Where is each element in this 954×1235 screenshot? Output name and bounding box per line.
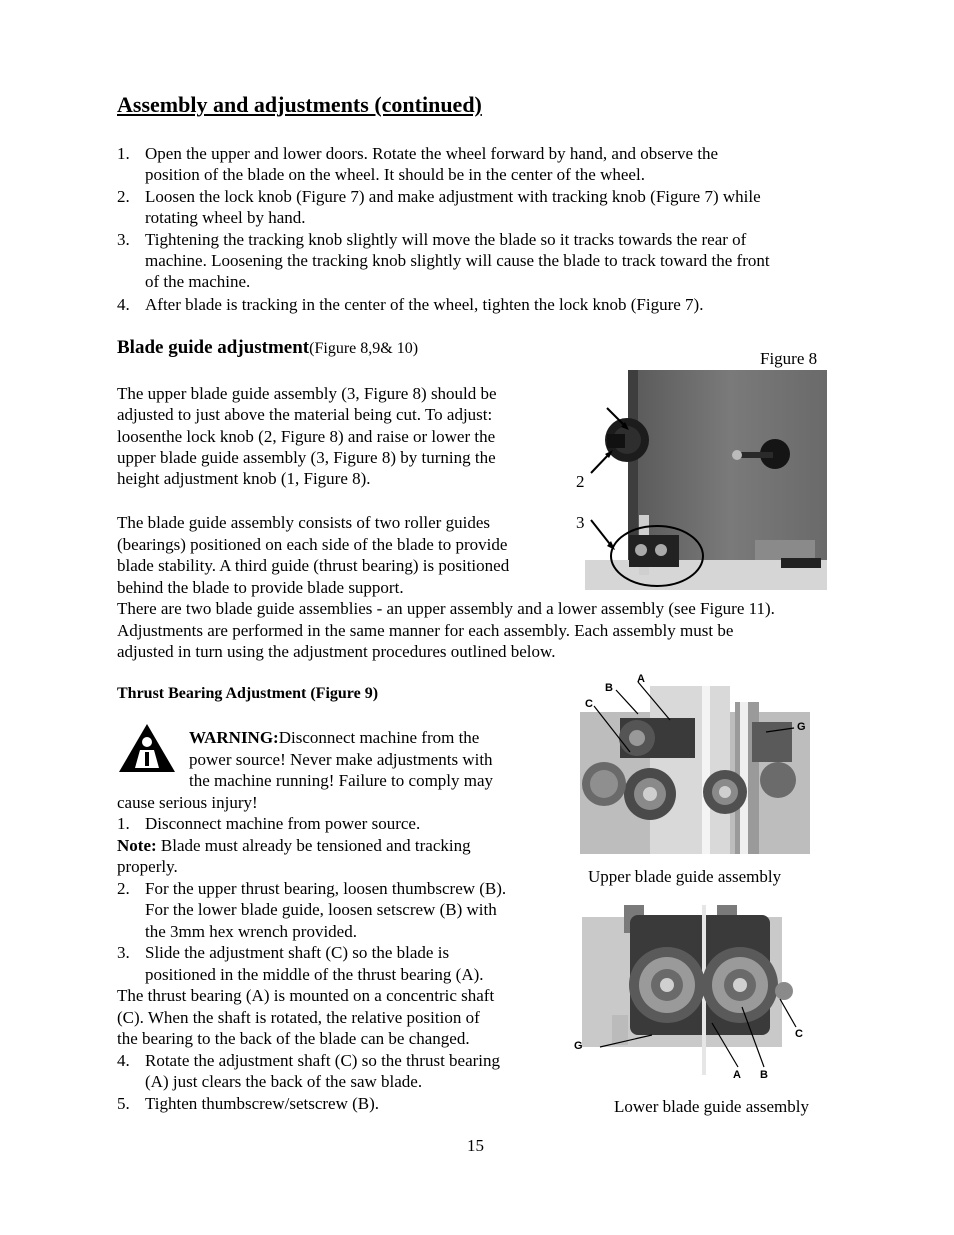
- warning-label: WARNING:: [189, 728, 279, 747]
- text-line: Adjustments are performed in the same manner for each assembly. Each assembly must be: [117, 621, 734, 640]
- upper-assembly-caption: Upper blade guide assembly: [588, 867, 782, 886]
- text-line: upper blade guide assembly (3, Figure 8) by turning the: [117, 448, 496, 467]
- text-line: the bearing to the back of the blade can be changed.: [117, 1029, 470, 1048]
- text-line: height adjustment knob (1, Figure 8).: [117, 469, 371, 488]
- text-line: adjusted in turn using the adjustment procedures outlined below.: [117, 642, 556, 661]
- note-line: [117, 835, 471, 857]
- note-text: Blade must already be tensioned and tracking: [156, 836, 471, 855]
- thumbscrew-icon: [582, 762, 626, 806]
- step-line: Disconnect machine from power source.: [145, 814, 421, 833]
- step-line: positioned in the middle of the thrust bearing (A).: [145, 965, 484, 984]
- step-number: 4.: [117, 1051, 130, 1070]
- note-label: Note:: [117, 836, 157, 855]
- text-line: The blade guide assembly consists of two roller guides: [117, 513, 490, 532]
- warning-text: Disconnect machine from the: [278, 728, 480, 747]
- blade-guide-heading: [117, 337, 418, 359]
- step-line: of the machine.: [145, 272, 251, 291]
- lower-assembly-caption: Lower blade guide assembly: [614, 1097, 809, 1116]
- step-line: Loosen the lock knob (Figure 7) and make adjustment with tracking knob (Figure 7) while: [145, 187, 761, 206]
- text-line: The thrust bearing (A) is mounted on a concentric shaft: [117, 986, 495, 1005]
- warning-line: power source! Never make adjustments with: [189, 750, 493, 769]
- step-line: machine. Loosening the tracking knob slightly will cause the blade to track toward the front: [145, 251, 770, 270]
- text-line: loosenthe lock knob (2, Figure 8) and raise or lower the: [117, 427, 496, 446]
- figure9-upper-photo: [580, 672, 810, 854]
- page-number: 15: [467, 1136, 484, 1155]
- warning-line: the machine running! Failure to comply may: [189, 771, 494, 790]
- figure8-caption: Figure 8: [760, 349, 818, 368]
- blade-guide-heading-ref: (Figure 8,9& 10): [309, 340, 419, 357]
- figure8-photo: [585, 370, 827, 590]
- figure8-callout-3: 3: [576, 513, 585, 532]
- lower-letter-a: A: [733, 1069, 741, 1081]
- step-line: the 3mm hex wrench provided.: [145, 922, 357, 941]
- thrust-bearing-icon: [619, 718, 695, 758]
- step-line: Rotate the adjustment shaft (C) so the thrust bearing: [145, 1051, 501, 1070]
- step-number: 2.: [117, 187, 130, 206]
- lower-letter-b: B: [760, 1069, 768, 1081]
- step-line: Tighten thumbscrew/setscrew (B).: [145, 1094, 380, 1113]
- blade-guide-heading-text: Blade guide adjustment: [117, 337, 310, 358]
- warning-icon: [117, 722, 177, 774]
- upper-letter-g: G: [797, 721, 806, 733]
- upper-letter-b: B: [605, 682, 613, 694]
- lower-letter-g: G: [574, 1040, 583, 1052]
- page-title: Assembly and adjustments (continued): [117, 92, 482, 117]
- height-adjust-knob-icon: [605, 418, 649, 462]
- step-number: 4.: [117, 295, 130, 314]
- text-line: The upper blade guide assembly (3, Figure 8) should be: [117, 384, 497, 403]
- step-line: (A) just clears the back of the saw blade.: [145, 1072, 423, 1091]
- step-number: 5.: [117, 1094, 130, 1113]
- text-line: behind the blade to provide blade support.: [117, 578, 404, 597]
- warning-line: cause serious injury!: [117, 793, 258, 812]
- step-line: Open the upper and lower doors. Rotate the wheel forward by hand, and observe the: [145, 144, 719, 163]
- text-line: blade stability. A third guide (thrust bearing) is positioned: [117, 556, 510, 575]
- step-number: 1.: [117, 144, 130, 163]
- text-line: (bearings) positioned on each side of the blade to provide: [117, 535, 508, 554]
- step-number: 2.: [117, 879, 130, 898]
- thrust-heading: Thrust Bearing Adjustment (Figure 9): [117, 685, 379, 702]
- step-line: For the lower blade guide, loosen setscrew (B) with: [145, 900, 497, 919]
- step-number: 3.: [117, 230, 130, 249]
- step-line: After blade is tracking in the center of the wheel, tighten the lock knob (Figure 7).: [145, 295, 704, 314]
- text-line: There are two blade guide assemblies - an upper assembly and a lower assembly (see Figure 11).: [117, 599, 775, 618]
- figure8-callout-2: 2: [576, 472, 585, 491]
- blade-guide-assembly-icon: [629, 535, 679, 567]
- step-line: rotating wheel by hand.: [145, 208, 306, 227]
- warning-line: [189, 727, 479, 749]
- step-line: Tightening the tracking knob slightly will move the blade so it tracks towards the rear of: [145, 230, 747, 249]
- step-line: For the upper thrust bearing, loosen thumbscrew (B).: [145, 879, 507, 898]
- step-line: position of the blade on the wheel. It should be in the center of the wheel.: [145, 165, 645, 184]
- step-line: Slide the adjustment shaft (C) so the blade is: [145, 943, 450, 962]
- note-line: properly.: [117, 857, 178, 876]
- text-line: adjusted to just above the material being cut. To adjust:: [117, 405, 493, 424]
- upper-letter-c: C: [585, 698, 593, 710]
- figure9-lower-photo: [572, 905, 812, 1085]
- upper-letter-a: A: [637, 673, 645, 685]
- step-number: 1.: [117, 814, 130, 833]
- text-line: (C). When the shaft is rotated, the relative position of: [117, 1008, 480, 1027]
- lower-letter-c: C: [795, 1028, 803, 1040]
- step-number: 3.: [117, 943, 130, 962]
